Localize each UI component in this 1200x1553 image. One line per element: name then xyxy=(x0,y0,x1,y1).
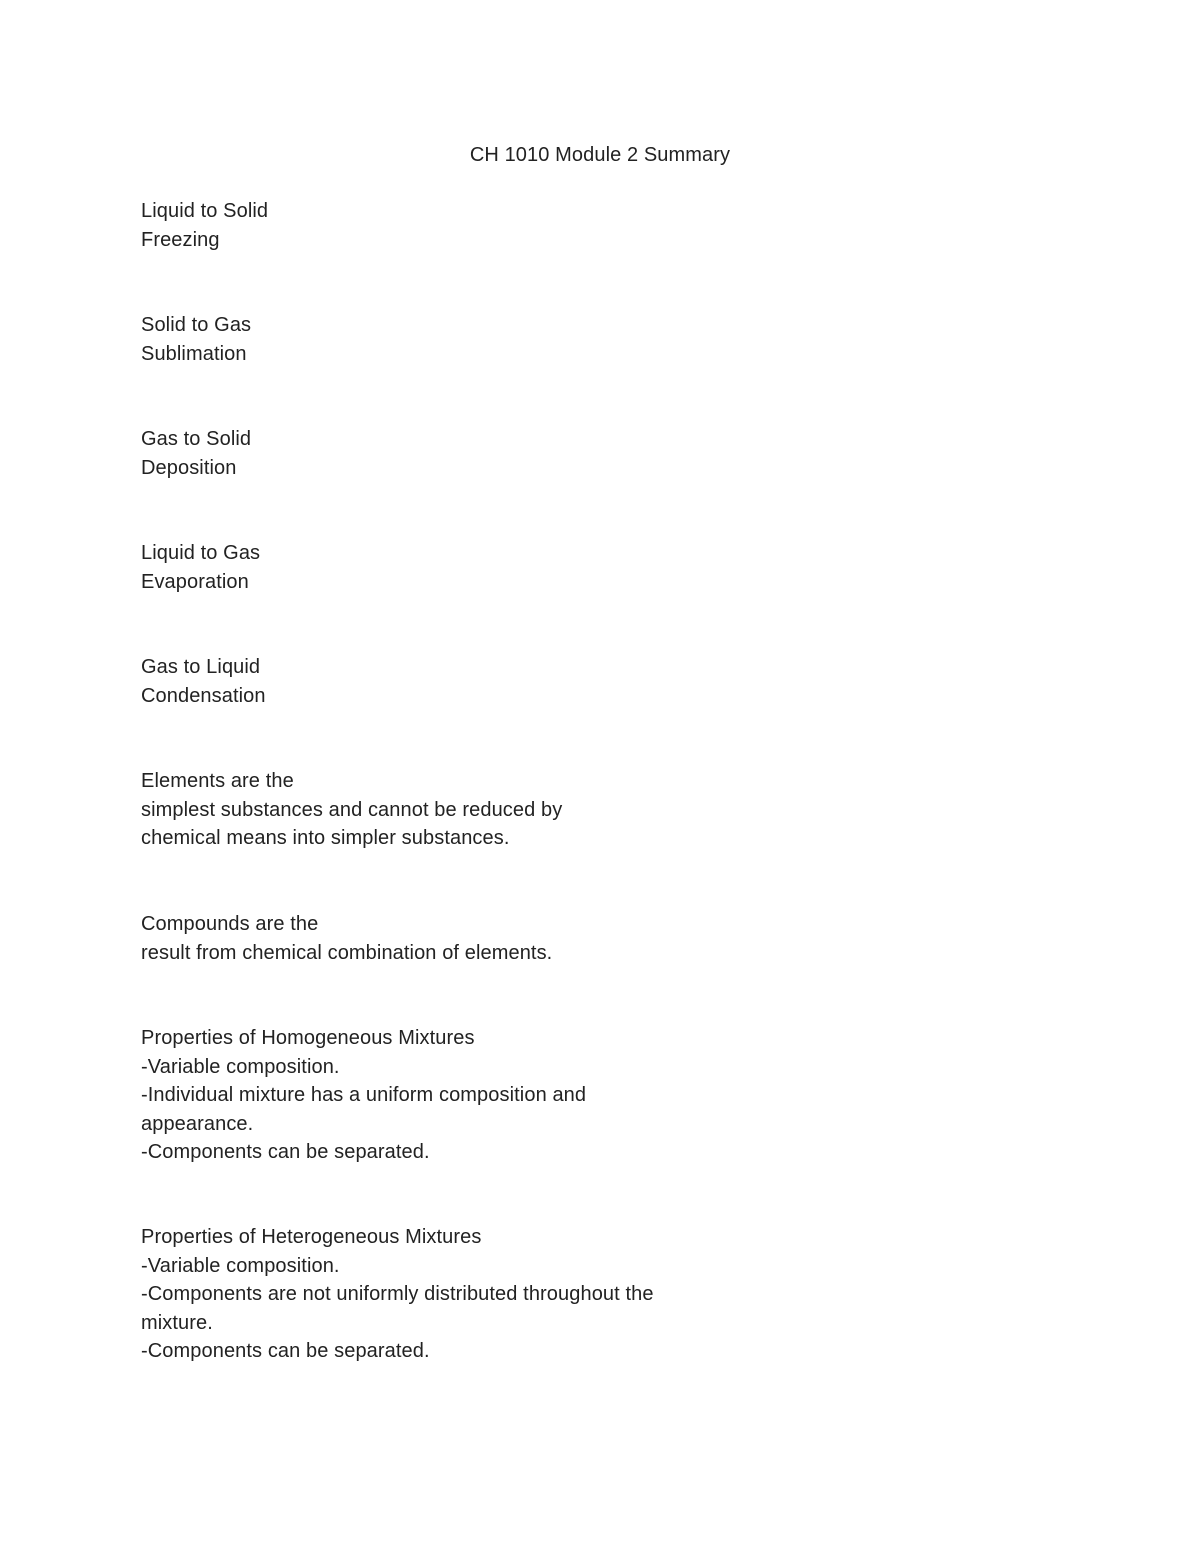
section-text: Condensation xyxy=(141,684,266,707)
section-text: mixture. xyxy=(141,1311,213,1334)
section-solid-to-gas xyxy=(141,311,841,368)
section-compounds xyxy=(141,910,841,967)
section-liquid-to-solid xyxy=(141,197,841,254)
section-text: -Variable composition. xyxy=(141,1055,340,1078)
section-text: Evaporation xyxy=(141,570,249,593)
section-text: -Variable composition. xyxy=(141,1254,340,1277)
section-text: -Components can be separated. xyxy=(141,1340,430,1362)
section-heading: Gas to Solid xyxy=(141,428,252,450)
section-text: -Components can be separated. xyxy=(141,1141,430,1163)
section-text: Freezing xyxy=(141,228,220,251)
section-text: Deposition xyxy=(141,456,237,479)
section-liquid-to-gas xyxy=(141,539,841,596)
document-title: CH 1010 Module 2 Summary xyxy=(469,144,731,166)
section-homogeneous-mixtures xyxy=(141,1024,841,1167)
section-heading: Solid to Gas xyxy=(141,314,252,336)
section-heading: Liquid to Solid xyxy=(141,200,269,222)
section-text: -Individual mixture has a uniform composition and xyxy=(141,1084,587,1106)
section-heading: Properties of Heterogeneous Mixtures xyxy=(141,1226,482,1248)
section-heading: Compounds are the xyxy=(141,913,319,935)
section-text: appearance. xyxy=(141,1112,254,1135)
section-heading: Properties of Homogeneous Mixtures xyxy=(141,1027,475,1049)
section-gas-to-solid xyxy=(141,425,841,482)
section-text: chemical means into simpler substances. xyxy=(141,827,510,849)
section-gas-to-liquid xyxy=(141,653,841,710)
section-text: Sublimation xyxy=(141,342,247,365)
section-heterogeneous-mixtures xyxy=(141,1223,841,1366)
section-heading: Liquid to Gas xyxy=(141,542,261,564)
section-text: result from chemical combination of elements. xyxy=(141,941,553,964)
section-heading: Gas to Liquid xyxy=(141,656,261,678)
section-text: -Components are not uniformly distributed throughout the xyxy=(141,1283,654,1305)
section-text: simplest substances and cannot be reduced by xyxy=(141,798,563,821)
section-elements xyxy=(141,767,841,853)
section-heading: Elements are the xyxy=(141,770,294,792)
